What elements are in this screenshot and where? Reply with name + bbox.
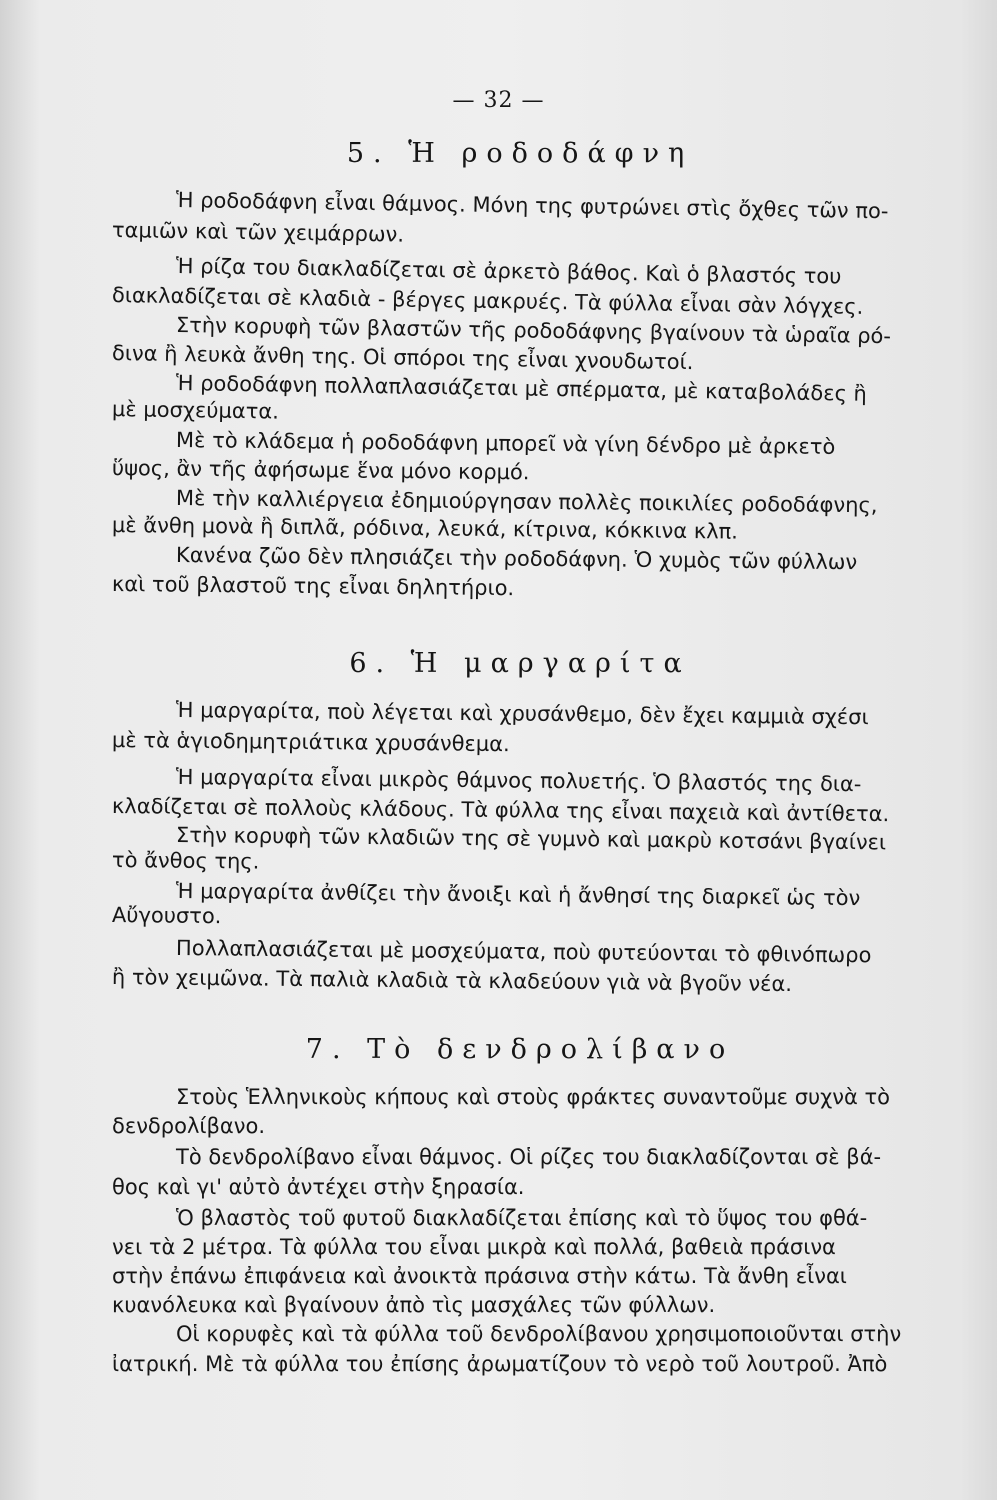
text-line: διακλαδίζεται σὲ κλαδιὰ - βέργες μακρυές. Τὰ φύλλα εἶναι σὰν λόγχες. <box>111 283 864 319</box>
text-line: μὲ τὰ ἁγιοδημητριάτικα χρυσάνθεμα. <box>111 728 510 757</box>
text-line: Ἡ μαργαρίτα, ποὺ λέγεται καὶ χρυσάνθεμο, δὲν ἔχει καμμιὰ σχέσι <box>175 698 869 730</box>
text-line: Πολλαπλασιάζεται μὲ μοσχεύματα, ποὺ φυτεύονται τὸ φθινόπωρο <box>175 936 872 968</box>
section-heading-rosemary: 7. Τὸ δενδρολίβανο <box>305 1034 735 1065</box>
text-line: τὸ ἄνθος της. <box>111 848 260 874</box>
text-line: στὴν ἐπάνω ἐπιφάνεια καὶ ἀνοικτὰ πράσινα στὴν κάτω. Τὰ ἄνθη εἶναι <box>112 1264 847 1288</box>
text-line: Κανένα ζῶο δὲν πλησιάζει τὴν ροδοδάφνη. Ὁ χυμὸς τῶν φύλλων <box>175 543 858 575</box>
section-heading-rhododendron: 5. Ἡ ροδοδάφνη <box>346 138 694 169</box>
text-line: Ἡ μαργαρίτα εἶναι μικρὸς θάμνος πολυετής. Ὁ βλαστός της δια- <box>175 765 862 797</box>
text-line: Ὁ βλαστὸς τοῦ φυτοῦ διακλαδίζεται ἐπίσης καὶ τὸ ὕψος του φθά- <box>176 1206 868 1230</box>
text-line: Μὲ τὴν καλλιέργεια ἐδημιούργησαν πολλὲς ποικιλίες ροδοδάφνης, <box>175 486 878 518</box>
text-line: καὶ τοῦ βλαστοῦ της εἶναι δηλητήριο. <box>111 572 515 601</box>
text-line: Ἡ ροδοδάφνη εἶναι θάμνος. Μόνη της φυτρώνει στὶς ὄχθες τῶν πο- <box>175 188 889 224</box>
text-line: Μὲ τὸ κλάδεμα ἡ ροδοδάφνη μπορεῖ νὰ γίνη δένδρο μὲ ἀρκετὸ <box>175 428 836 459</box>
text-line: ἢ τὸν χειμῶνα. Τὰ παλιὰ κλαδιὰ τὰ κλαδεύουν γιὰ νὰ βγοῦν νέα. <box>111 965 793 997</box>
text-line: νει τὰ 2 μέτρα. Τὰ φύλλα του εἶναι μικρὰ καὶ πολλά, βαθειὰ πράσινα <box>112 1235 836 1259</box>
page-number: — 32 — <box>452 88 545 113</box>
text-line: Τὸ δενδρολίβανο εἶναι θάμνος. Οἱ ρίζες του διακλαδίζονται σὲ βά- <box>176 1145 882 1169</box>
text-line: Ἡ μαργαρίτα ἀνθίζει τὴν ἄνοιξι καὶ ἡ ἄνθησί της διαρκεῖ ὡς τὸν <box>175 879 861 911</box>
text-line: δινα ἢ λευκὰ ἄνθη της. Οἱ σπόροι της εἶναι χνουδωτοί. <box>111 341 694 375</box>
text-line: δενδρολίβανο. <box>112 1114 265 1138</box>
text-line: ἰατρική. Μὲ τὰ φύλλα του ἐπίσης ἀρωματίζουν τὸ νερὸ τοῦ λουτροῦ. Ἀπὸ <box>112 1352 888 1376</box>
text-line: κλαδίζεται σὲ πολλοὺς κλάδους. Τὰ φύλλα της εἶναι παχειὰ καὶ ἀντίθετα. <box>111 794 890 827</box>
section-heading-daisy: 6. Ἡ μαργαρίτα <box>349 648 691 679</box>
text-line: Στὴν κορυφὴ τῶν κλαδιῶν της σὲ γυμνὸ καὶ μακρὺ κοτσάνι βγαίνει <box>175 823 887 855</box>
text-line: ταμιῶν καὶ τῶν χειμάρρων. <box>111 218 405 247</box>
text-line: Στοὺς Ἑλληνικοὺς κήπους καὶ στοὺς φράκτες συναντοῦμε συχνὰ τὸ <box>176 1085 891 1109</box>
text-line: Ἡ ροδοδάφνη πολλαπλασιάζεται μὲ σπέρματα, μὲ καταβολάδες ἢ <box>175 371 868 406</box>
text-line: μὲ ἄνθη μονὰ ἢ διπλᾶ, ρόδινα, λευκά, κίτρινα, κόκκινα κλπ. <box>111 513 739 544</box>
text-line: Αὔγουστο. <box>111 903 222 929</box>
text-line: κυανόλευκα καὶ βγαίνουν ἀπὸ τὶς μασχάλες τῶν φύλλων. <box>112 1293 716 1317</box>
text-line: θος καὶ γι' αὐτὸ ἀντέχει στὴν ξηρασία. <box>112 1175 525 1199</box>
text-line: Οἱ κορυφὲς καὶ τὰ φύλλα τοῦ δενδρολίβανου χρησιμοποιοῦνται στὴν <box>176 1322 902 1346</box>
text-line: Στὴν κορυφὴ τῶν βλαστῶν τῆς ροδοδάφνης βγαίνουν τὰ ὡραῖα ρό- <box>175 313 892 349</box>
text-line: Ἡ ρίζα του διακλαδίζεται σὲ ἀρκετὸ βάθος. Καὶ ὁ βλαστός του <box>175 254 842 289</box>
text-line: ὕψος, ἂν τῆς ἀφήσωμε ἕνα μόνο κορμό. <box>111 456 530 485</box>
text-line: μὲ μοσχεύματα. <box>111 397 280 424</box>
